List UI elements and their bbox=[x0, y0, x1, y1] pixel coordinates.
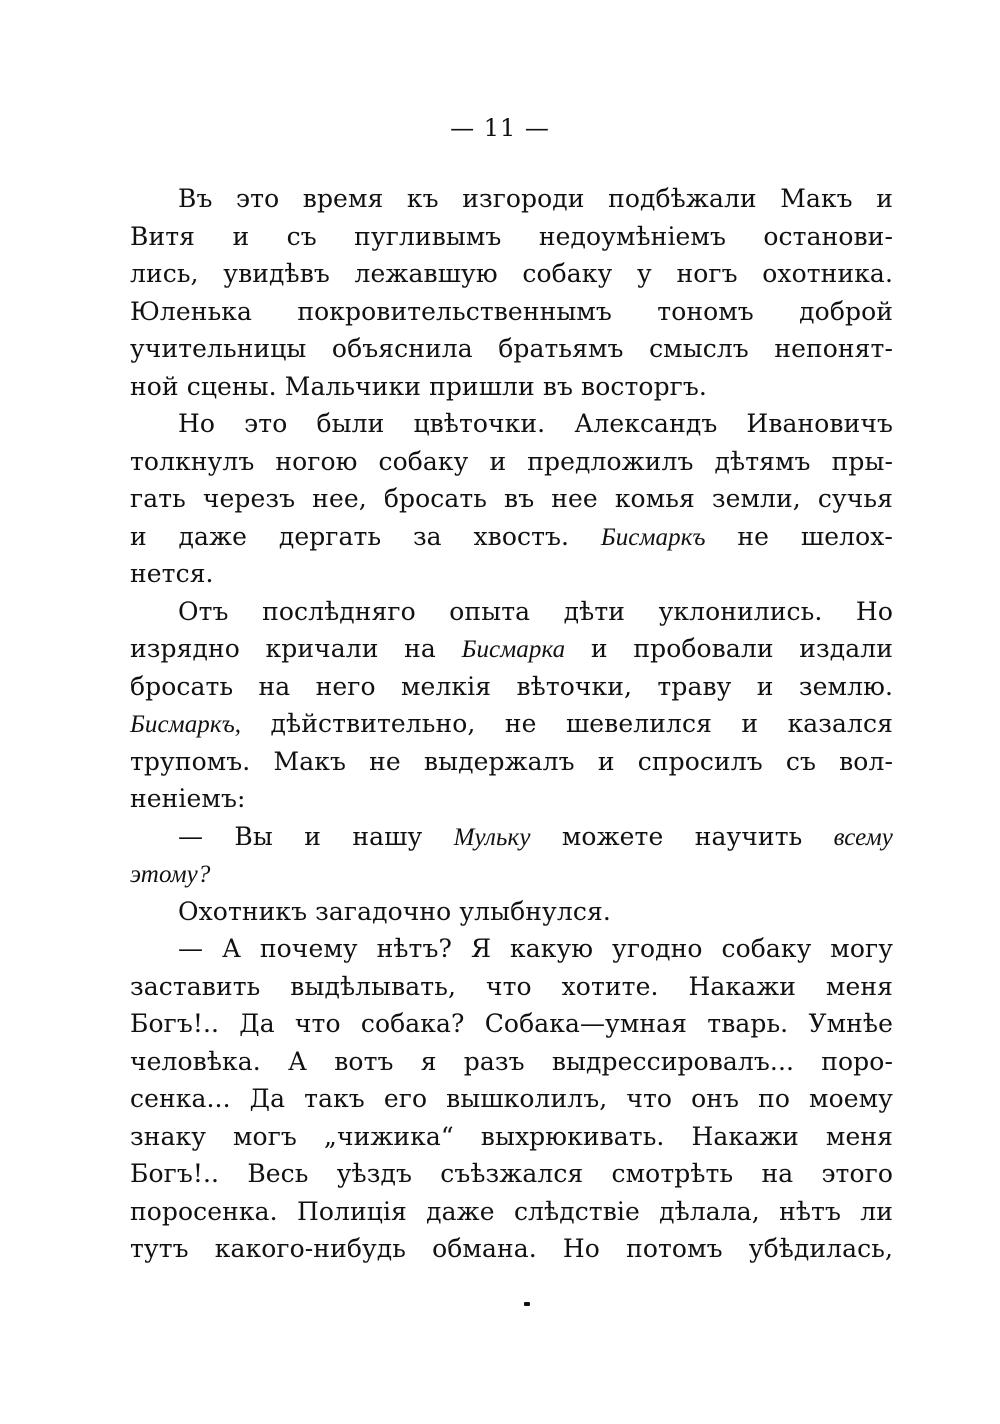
line-text: бросать на него мелкія вѣточки, траву и землю. bbox=[130, 671, 893, 701]
line-text: неніемъ: bbox=[130, 784, 246, 813]
line-text: Отъ послѣдняго опыта дѣти уклонились. Но bbox=[178, 596, 893, 626]
text-line bbox=[130, 743, 893, 781]
text-line bbox=[130, 480, 893, 518]
line-text: знаку могъ „чижика“ выхрюкивать. Накажи меня bbox=[130, 1121, 893, 1151]
text-line bbox=[130, 330, 893, 368]
line-text: гать черезъ нее, бросать въ нее комья земли, сучья bbox=[130, 484, 893, 513]
text-line bbox=[130, 255, 893, 293]
line-text: изрядно кричали на bbox=[130, 634, 462, 663]
print-speck bbox=[524, 1302, 530, 1306]
line-text: заставить выдѣлывать, что хотите. Накажи меня bbox=[130, 971, 893, 1001]
text-line bbox=[130, 555, 893, 593]
italic-name: Бисмарка bbox=[461, 636, 566, 663]
text-line bbox=[130, 855, 893, 893]
text-line bbox=[130, 180, 893, 218]
line-text: можете научить bbox=[530, 821, 834, 851]
text-line bbox=[130, 593, 893, 631]
line-text: поросенка. Полиція даже слѣдствіе дѣлала, нѣтъ ли bbox=[130, 1196, 893, 1226]
text-line bbox=[130, 443, 893, 481]
line-text: толкнулъ ногою собаку и предложилъ дѣтямъ пры- bbox=[130, 446, 893, 476]
text-line bbox=[130, 1043, 893, 1081]
text-line bbox=[130, 818, 893, 856]
line-text: Но это были цвѣточки. Александъ Ивановичъ bbox=[178, 409, 893, 438]
line-text: лись, увидѣвъ лежавшую собаку у ногъ охотника. bbox=[130, 259, 893, 288]
text-line bbox=[130, 1118, 893, 1156]
text-line bbox=[130, 218, 893, 256]
line-text: человѣка. А вотъ я разъ выдрессировалъ... поро- bbox=[130, 1046, 893, 1076]
line-text: Охотникъ загадочно улыбнулся. bbox=[178, 896, 611, 926]
line-text: — Вы и нашу bbox=[178, 821, 454, 851]
text-line bbox=[130, 780, 893, 818]
text-line bbox=[130, 1080, 893, 1118]
italic-name: этому? bbox=[130, 861, 211, 888]
text-line bbox=[130, 1005, 893, 1043]
text-line bbox=[130, 518, 893, 556]
text-line bbox=[130, 630, 893, 668]
italic-name: Бисмаркъ bbox=[600, 523, 706, 551]
text-line bbox=[130, 1230, 893, 1268]
page-number: — 11 — bbox=[450, 114, 550, 142]
line-text: дѣйствительно, не шевелился и казался bbox=[241, 709, 893, 738]
italic-name: Бисмаркъ, bbox=[130, 711, 242, 738]
text-line bbox=[130, 293, 893, 331]
line-text: Богъ!.. Да что собака? Собака—умная тварь. Умнѣе bbox=[130, 1009, 893, 1038]
line-text: Богъ!.. Весь уѣздъ съѣзжался смотрѣть на этого bbox=[130, 1159, 893, 1188]
text-line bbox=[130, 405, 893, 443]
text-line bbox=[130, 705, 893, 743]
line-text: Юленька покровительственнымъ тономъ доброй bbox=[130, 296, 893, 326]
text-line bbox=[130, 968, 893, 1006]
line-text: — А почему нѣтъ? Я какую угодно собаку могу bbox=[178, 934, 893, 963]
text-line bbox=[130, 893, 893, 931]
line-text: тутъ какого-нибудь обмана. Но потомъ убѣдилась, bbox=[130, 1234, 893, 1263]
line-text: учительницы объяснила братьямъ смыслъ непонят- bbox=[130, 334, 893, 363]
text-line bbox=[130, 668, 893, 706]
line-text: трупомъ. Макъ не выдержалъ и спросилъ съ вол- bbox=[130, 746, 893, 776]
line-text: не шелох- bbox=[705, 521, 893, 551]
line-text: Витя и съ пугливымъ недоумѣніемъ останови- bbox=[130, 221, 893, 251]
text-line bbox=[130, 368, 893, 406]
italic-name: всему bbox=[833, 823, 893, 851]
line-text: и пробовали издали bbox=[565, 634, 893, 663]
text-line bbox=[130, 930, 893, 968]
text-line bbox=[130, 1193, 893, 1231]
line-text: Въ это время къ изгороди подбѣжали Макъ и bbox=[178, 184, 893, 213]
body-text bbox=[130, 180, 893, 1268]
line-text: и даже дергать за хвостъ. bbox=[130, 521, 601, 551]
text-line bbox=[130, 1155, 893, 1193]
italic-name: Мульку bbox=[453, 823, 531, 851]
line-text: ной сцены. Мальчики пришли въ восторгъ. bbox=[130, 371, 707, 401]
line-text: нется. bbox=[130, 559, 214, 588]
line-text: сенка... Да такъ его вышколилъ, что онъ по моему bbox=[130, 1084, 893, 1113]
